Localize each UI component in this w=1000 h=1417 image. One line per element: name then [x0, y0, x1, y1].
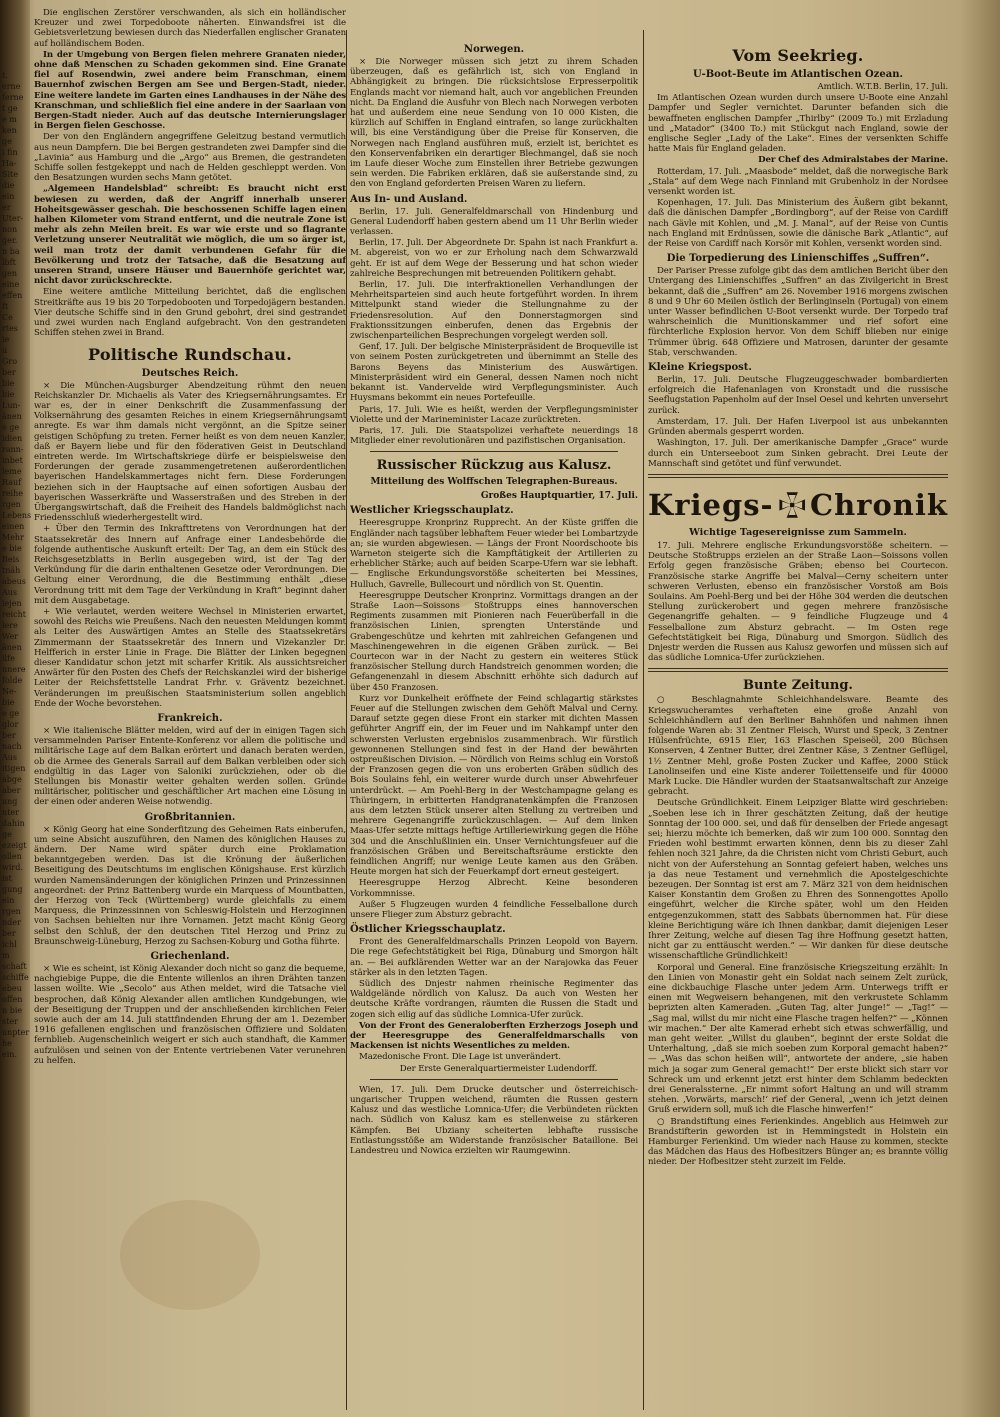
- edge-fragment: gen: [2, 269, 18, 278]
- edge-fragment: nter: [2, 808, 19, 817]
- edge-fragment: leme: [2, 467, 22, 476]
- article-paragraph: In der Umgebung von Bergen fielen mehrere Granaten nieder, ohne daß Menschen zu Schaden gekommen sind. Eine Granate fiel auf Rosendwin, zwei andere beim Franschman, einem Bauernhof zwischen Bergen am See und Bergen-Stadt, nieder. Eine weitere landete im Garten eines Landhauses in der Nähe des Kranschman, und schließlich fiel eine andere in der Saarlaan von Bergen-Stadt nieder. Auch auf das deutsche Internierungslager in Bergen fielen Geschosse.: [34, 49, 346, 132]
- edge-fragment: u: [2, 346, 8, 355]
- edge-fragment: t ge: [2, 104, 18, 113]
- article-paragraph: Die englischen Zerstörer verschwanden, als sich ein holländischer Kreuzer und zwei Torpedoboote näherten. Einwandsfrei ist die Gebietsverletzung bewiesen durch das Niederfallen englischer Granaten auf holländischem Boden.: [34, 8, 346, 49]
- article-paragraph: ○ Beschlagnahmte Schleichhandelsware. Beamte des Kriegswucheramtes verhafteten eine große Anzahl von Schleichhändlern auf den Berliner Bahnhöfen und nahmen ihnen folgende Waren ab: 31 Zentner Fleisch, Wurst und Speck, 3 Zentner Hülsenfrüchte, 6915 Eier, 163 Flaschen Speiseöl, 200 Büchsen Konserven, 4 Zentner Butter, drei Zentner Käse, 3 Zentner Geflügel, 1½ Zentner Mehl, große Posten Zucker und Kaffee, 2000 Stück Lanolinseifen und eine Kiste anderer Toilettenseife und für 40000 Mark Lucke. Die Händler wurden der Staatsanwaltschaft zur Anzeige gebracht.: [648, 695, 948, 798]
- column-3: [648, 0, 948, 1417]
- subheading-west: Westlicher Kriegsschauplatz.: [350, 505, 514, 517]
- edge-fragment: offen: [2, 995, 23, 1004]
- edge-fragment: ichl: [2, 940, 17, 949]
- article-paragraph: + Über den Termin des Inkrafttretens von Verordnungen hat der Staatssekretär des Innern auf Anfrage einer Landesbehörde die folgende authentische Auskunft erteilt: Der Tag, an dem ein Stück des Reichsgesetzblatts in Berlin ausgegeben wird, ist der Tag der Verkündung für die darin enthaltenen Gesetze oder Verordnungen. Die Geltung einer Verordnung, die die Bestimmung enthält „diese Verordnung tritt mit dem Tage der Verkündung in Kraft“ beginnt daher mit dem Ausgabetage.: [34, 524, 346, 606]
- subheading-grossbritannien: Großbritannien.: [144, 811, 236, 823]
- article-paragraph: Berlin, 17. Juli. Deutsche Flugzeuggeschwader bombardierten erfolgreich die Hafenanlagen von Kronstadt und die russische Seeflugstation Papenholm auf der Insel Oesel und kehrten unversehrt zurück.: [648, 375, 948, 416]
- edge-fragment: ber: [2, 368, 16, 377]
- edge-fragment: bie: [2, 379, 15, 388]
- article-paragraph: Südlich des Dnjestr nahmen rheinische Regimenter das Waldgelände nördlich von Kalusz. Da auch von Westen her deutsche Kräfte vordrangen, räumten die Russen die Stadt und zogen sich eilig auf das südliche Lomnica-Ufer zurück.: [350, 979, 638, 1020]
- article-paragraph: Deutsche Gründlichkeit. Einem Leipziger Blatte wird geschrieben: „Soeben lese ich in Ihrer geschätzten Zeitung, daß der heutige Sonntag der 100 000. sei, und daß für denselben der Friede angesagt sei; hierzu möchte ich bemerken, daß wir zum 100 000. Sonntag den Frieden wohl bestimmt erwarten können, denn bis zu dieser Zahl fehlen noch 321 Jahre, da die Christen nicht vom Christi Geburt, auch nicht von der Auferstehung an Sonntag gefeiert haben, welches uns ja das neue Testament und vernehmlich die Apostelgeschichte bezeugen. Der Sonntag ist erst am 7. März 321 von dem heidnischen Kaiser Konstantin dem Großen zu Ehren des Sonnengottes Apollo eingeführt, welcher die Kirche später, wohl um den Heiden entgegenzukommen, statt des Sabbats übernommen hat. Für diese kleine Berichtigung wäre ich Ihnen dankbar, damit diejenigen Leser Ihrer Zeitung, welche auf diesen Tag ihre Hoffnung gesetzt hatten, nicht gar zu enttäuscht werden.“ — Wir danken für diese deutsche wissenschaftliche Gründlichkeit!: [648, 798, 948, 962]
- edge-fragment: folde: [2, 676, 23, 685]
- edge-fragment: abge: [2, 775, 22, 784]
- subheading-deutsches-reich: Deutsches Reich.: [141, 367, 239, 379]
- article-paragraph: Im Atlantischen Ozean wurden durch unsere U-Boote eine Anzahl Dampfer und Segler vernichtet. Darunter befanden sich die bewaffneten englischen Dampfer „Thirlby“ (2009 To.) mit Erzladung und „Matador“ (3400 To.) mit Stückgut nach England, sowie der englische Segler „Lady of the Lake“. Eines der versenkten Schiffe hatte Mais für England geladen.: [648, 93, 948, 155]
- edge-fragment: Lebens: [2, 511, 32, 520]
- edge-fragment: idien: [2, 434, 23, 443]
- article-paragraph: + Wie verlautet, werden weitere Wechsel in Ministerien erwartet, sowohl des Reichs wie Preußens. Nach den neuesten Meldungen kommt als Leiter des Auswärtigen Amtes an Stelle des Staatssekretärs Zimmermann der Staatssekretär des Innern und Vizekanzler Dr. Helfferich in erster Linie in Frage. Die Blätter der Linken begegnen dieser Kandidatur schon jetzt mit scharfer Kritik. Als aussichtsreicher Anwärter für den Posten des Chefs der Reichskanzlei wird der bisherige Leiter der Reichsfettstelle Landrat Frhr. v. Gräventz bezeichnet. Veränderungen im preußischen Staatsministerium sollen angeblich Ende der Woche bevorstehen.: [34, 606, 346, 709]
- article-paragraph: Front des Generalfeldmarschalls Prinzen Leopold von Bayern. Die rege Gefechtstätigkeit bei Riga, Dünaburg und Smorgon hält an. — Bei aufklärenden Wetter war an der Narajowka das Feuer stärker als in den letzten Tagen.: [350, 937, 638, 978]
- subheading-suffren: Die Torpedierung des Linienschiffes „Suffren“.: [666, 253, 930, 265]
- edge-fragment: schaft: [2, 962, 27, 971]
- article-paragraph: Rotterdam, 17. Juli. „Maasbode“ meldet, daß die norwegische Bark „Stala“ auf dem Wege nach Finnland mit Grubenholz in der Nordsee versenkt worden ist.: [648, 166, 948, 198]
- edge-fragment: ung: [2, 797, 18, 806]
- edge-fragment: effen: [2, 291, 23, 300]
- article-paragraph: Heeresgruppe Deutscher Kronprinz. Vormittags drangen an der Straße Laon—Soissons Stoßtrupps eines hannoverschen Regiments zusammen mit Pionieren nach Feuerüberfall in die französischen Linien, sprengten Unterstände und Grabengeschütze und kehrten mit zahlreichen Gefangenen und Maschinengewehren in die eigenen Gräben zurück. — Bei Courtecon war in der Nacht zu gestern ein weiteres Stück französischer Stellung durch Handstreich genommen worden; die Gefangenenzahl in diesem Abschnitt erhöhte sich dadurch auf über 450 Franzosen.: [350, 590, 638, 693]
- double-rule: [648, 474, 948, 478]
- edge-fragment: lbft: [2, 258, 16, 267]
- article-paragraph: Korporal und General. Eine französische Kriegszeitung erzählt: In den Linien von Monastir geht ein Soldat nach seinem Zelt zurück, eine dickbauchige Flasche unter jedem Arm. Unterwegs trifft er einen mit Wegweisern behangenen, mit den verkrustete Schlamm beprizten alten Kameraden. „Guten Tag, alter Junge!“ — „Tag!“ — „Sag mal, willst du mir nicht eine Flasche tragen helfen?“ — „Können wir machen.“ Der alte Kamerad erhebt sich etwas schwerfällig, und man geht weiter. „Willst du glauben“, beginnt der erste Soldat die Unterhaltung, „daß sie mich soeben zum Korporal gemacht haben?“ — „Was das schon heißen will“, antwortete der andere, „sie haben mich ja sogar zum General gemacht!“ Der erste blickt sich starr vor Schreck um und erkennt jetzt erst hinter dem Schlamm bedeckten drei Generalssterne. „Er nimmt sofort Haltung an und will stramm stehen. ‚Vorwärts, marsch!‘ rief der General, „wenn ich jetzt deinen Gruß erwidern soll, muß ich die Flasche hinwerfen!“: [648, 962, 948, 1116]
- hq-dateline: Großes Hauptquartier, 17. Juli.: [480, 491, 638, 502]
- subheading-griechenland: Griechenland.: [150, 951, 230, 963]
- article-paragraph: × Wie italienische Blätter melden, wird auf der in einigen Tagen sich versammelnden Pariser Entente-Konferenz vor allem die politische und militärische Lage auf dem Balkan erörtert und danach beraten werden, ob die Armee des Generals Sarrail auf dem Balkan verbleiben oder sich endgültig in das Lager von Saloniki zurückziehen, oder ob die Stellungen bis Monastir weiter gehalten werden sollen. Gründe militärischer, politischer und geschäftlicher Art machen eine Lösung in der einen oder anderen Weise notwendig.: [34, 726, 346, 808]
- edge-fragment: abeus: [2, 577, 26, 586]
- edge-fragment: itigen: [2, 764, 26, 773]
- edge-fragment: ie: [2, 335, 10, 344]
- edge-fragment: e m: [2, 115, 17, 124]
- edge-fragment: n bie: [2, 1006, 23, 1015]
- edge-fragment: ber: [2, 731, 16, 740]
- edge-fragment: tnäh: [2, 566, 21, 575]
- subheading-ubot: U-Boot-Beute im Atlantischen Ozean.: [693, 69, 903, 80]
- article-paragraph: Heeresgruppe Herzog Albrecht. Keine besonderen Vorkommnisse.: [350, 878, 638, 899]
- article-paragraph: × Die München-Augsburger Abendzeitung rühmt den neuen Reichskanzler Dr. Michaelis als Vater des Kriegsernährungsamtes. Er war es, der in einer Denkschrift die Zusammenfassung der Volksernährung des gesamten Reiches in einem Kriegsernährungsamt anregte. Es war ihm damals nicht vergönnt, an die Spitze seiner geistigen Schöpfung zu treten. Ferner heißt es von dem neuen Kanzler, daß er Bayern liebe und für den föderativen Geist in Deutschland eintreten werde. Im Wirtschaftskriege dürfe er beispielsweise den Forderungen der gerade zusammengetretenen außerordentlichen bayerischen Handelskammertages nicht fern. Diese Forderungen beziehen sich in der Hauptsache auf einen sofortigen Ausbau der bayerischen Wasserkräfte und Wasserstraßen und des Streben in der Übergangswirtschaft, daß die Freiheit des Handels baldmöglichst nach Friedensschluß wiederhergestellt wird.: [34, 380, 346, 524]
- article-paragraph: Berlin, 17. Juli. Die interfraktionellen Verhandlungen der Mehrheitsparteien sind auch heute fortgeführt worden. In ihrem Mittelpunkt stand wieder die Stellungnahme zu der Friedensresolution. Auf den Donnerstagmorgen sind Fraktionssitzungen einberufen, denen das Ergebnis der zwischenparteilichen Besprechungen vorgelegt werden soll.: [350, 280, 638, 342]
- edge-fragment: Aus: [2, 753, 18, 762]
- edge-fragment: Mehr: [2, 533, 24, 542]
- article-paragraph: ○ Brandstiftung eines Ferienkindes. Angeblich aus Heimweh zur Brandstifterin geworden ist in Hemmingstedt in Holstein ein Hamburger Ferienkind. Um wieder nach Hause zu kommen, steckte das Mädchen das Haus des Hofbesitzers Bünger an; es brannte völlig nieder. Der Hofbesitzer steht zurzeit im Felde.: [648, 1116, 948, 1168]
- edge-fragment: e bie: [2, 544, 22, 553]
- edge-fragment: bie: [2, 390, 15, 399]
- edge-fragment: einen: [2, 522, 25, 531]
- edge-fragment: he: [2, 1039, 12, 1048]
- edge-fragment: ist: [2, 874, 12, 883]
- edge-fragment: Wer: [2, 632, 19, 641]
- edge-fragment: reicht: [2, 610, 26, 619]
- edge-fragment: Aus: [2, 588, 18, 597]
- article-paragraph: Wien, 17. Juli. Dem Drucke deutscher und österreichisch-ungarischer Truppen weichend, räumten die Russen gestern Kalusz und das westliche Lomnica-Ufer; die Verbündeten rückten nach. Südlich von Kalusz kam es stellenweise zu stärkeren Kämpfen. Bei Ubziany scheiterten lebhafte russische Entlastungsstöße am Widerstande französischer Bataillone. Bei Landestreu und Nowica erzielten wir Raumgewinn.: [350, 1084, 638, 1157]
- iron-cross-icon: [778, 486, 806, 524]
- edge-fragment: ein: [2, 192, 15, 201]
- edge-fragment: schiffe: [2, 973, 29, 982]
- signature-line: Der Chef des Admiralstabes der Marine.: [758, 155, 948, 166]
- edge-fragment: die: [2, 181, 15, 190]
- article-paragraph: Berlin, 17. Juli. Der Abgeordnete Dr. Spahn ist nach Frankfurt a. M. abgereist, von wo er zur Erholung nach dem Schwarzwald geht. Er ist auf dem Wege der Besserung und hat schon wieder zahlreiche Besprechungen mit betreuenden Politikern gehabt.: [350, 238, 638, 279]
- edge-fragment: nder: [2, 918, 21, 927]
- edge-fragment: ge: [2, 830, 12, 839]
- edge-fragment: aber: [2, 786, 21, 795]
- edge-fragment: t.: [2, 71, 8, 80]
- left-page-edge-fragments: [0, 0, 30, 1417]
- chronik-title-right: Chronik: [810, 487, 948, 522]
- edge-fragment: Uter-: [2, 214, 24, 223]
- edge-fragment: rgen: [2, 500, 21, 509]
- edge-fragment: eine: [2, 280, 20, 289]
- article-paragraph: Außer 5 Flugzeugen wurden 4 feindliche Fesselballone durch unsere Flieger zum Absturz gebracht.: [350, 899, 638, 921]
- edge-fragment: iejen: [2, 599, 22, 608]
- section-heading-seekrieg: Vom Seekrieg.: [732, 46, 864, 65]
- separator: [370, 1079, 618, 1080]
- kalusz-subtitle: Mitteilung des Wolffschen Telegraphen-Bureaus.: [370, 477, 618, 488]
- subheading-ausland: Aus In- und Ausland.: [350, 193, 468, 205]
- edge-fragment: glor: [2, 720, 19, 729]
- subheading-kleine-kriegspost: Kleine Kriegspost.: [648, 362, 752, 374]
- edge-fragment: änen: [2, 643, 22, 652]
- column-rule-1: [346, 30, 347, 1410]
- edge-fragment: rtes: [2, 324, 18, 333]
- article-paragraph: Kopenhagen, 17. Juli. Das Ministerium des Äußern gibt bekannt, daß die dänischen Dampfer „Bordingborg“, auf der Reise von Cardiff nach Gävle mit Kohlen, und „M. J. Manal“, auf der Reise von Cuntis nach England mit Erdnüssen, sowie die dänische Bark „Atlantic“, auf der Reise von Cardiff nach Korsör mit Kohlen, versenkt worden sind.: [648, 198, 948, 250]
- edge-fragment: e ge: [2, 423, 20, 432]
- chronik-title-left: Kriegs-: [648, 487, 774, 522]
- dateline: Amtlich. W.T.B. Berlin, 17. Juli.: [817, 82, 948, 92]
- article-paragraph: Von der Front des Generaloberften Erzherzogs Joseph und der Heeresgruppe des Generalfeldmarschalls von Mackensen ist nichts Wesentliches zu melden.: [350, 1020, 638, 1052]
- edge-fragment: ster: [2, 1017, 18, 1026]
- edge-fragment: ezeigt: [2, 841, 27, 850]
- edge-fragment: non: [2, 225, 18, 234]
- subheading-frankreich: Frankreich.: [157, 713, 223, 724]
- column-rule-2: [643, 30, 644, 1410]
- edge-fragment: ft: [2, 302, 9, 311]
- edge-fragment: Site: [2, 170, 18, 179]
- edge-fragment: lere: [2, 621, 18, 630]
- article-paragraph: × Wie es scheint, ist König Alexander doch nicht so ganz die bequeme, nachgiebige Puppe, die die Entente willenlos an ihren Drähten tanzen lassen wollte. Wie „Secolo“ aus Athen meldet, wird die Tatsache viel besprochen, daß König Alexander allen amtlichen Kundgebungen, wie der Beseitigung der Truppen und der anschließenden kirchlichen Feier sowie auch der am 14. Juli stattfindenden Ehrung der am 1. Dezember 1916 gefallenen englischen und französischen Offiziere und Soldaten fernblieb. Augenscheinlich weigert er sich auch standhaft, die Kammer aufzulösen und seinen von der Entente vertriebenen Vater verunehren zu helfen.: [34, 964, 346, 1066]
- article-paragraph: Der von den Engländern angegriffene Geleitzug bestand vermutlich aus neun Dampfern. Die bei Bergen gestrandeten zwei Dampfer sind die „Lavinia“ aus Hamburg und die „Argo“ aus Bremen, die gestrandeten Schiffe sollen festgekeppt und nach de Helden geschleppt werden. Von den Besatzungen wurden sechs Mann getötet.: [34, 132, 346, 184]
- edge-fragment: ferne: [2, 93, 24, 102]
- edge-fragment: Ne-: [2, 687, 17, 696]
- article-paragraph: Berlin, 17. Juli. Generalfeldmarschall von Hindenburg und General Ludendorff haben gestern abend um 11 Uhr Berlin wieder verlassen.: [350, 206, 638, 238]
- article-paragraph: Mazedonische Front. Die Lage ist unverändert.: [359, 1052, 561, 1063]
- subheading-ost: Östlicher Kriegsschauplatz.: [350, 924, 506, 936]
- edge-fragment: ber: [2, 929, 16, 938]
- article-paragraph: Amsterdam, 17. Juli. Der Hafen Liverpool ist aus unbekannten Gründen abermals gesperrt worden.: [648, 416, 948, 438]
- article-paragraph: Der Pariser Presse zufolge gibt das dem amtlichen Bericht über den Untergang des Linienschiffes „Suffren“ an das Zivilgericht in Brest bekannt, daß die „Suffren“ am 26. November 1916 morgens zwischen 8 und 9 Uhr 60 Meilen östlich der Berlinginseln (Portugal) von einem unter Wasser befindlichen U-Boot versenkt wurde. Der Torpedo traf wahrscheinlich die Munitionskammer und rief sofort eine fürchterliche Explosion hervor. Von dem Schiff blieben nur einige Trümmer übrig. 648 Offiziere und Matrosen, darunter der gesamte Stab, verschwanden.: [648, 266, 948, 358]
- edge-fragment: änen: [2, 412, 22, 421]
- edge-fragment: Ha-: [2, 159, 17, 168]
- kriegs-chronik-masthead: [648, 483, 948, 527]
- edge-fragment: n ba: [2, 247, 20, 256]
- edge-fragment: e ge: [2, 709, 20, 718]
- section-heading-kalusz: Russischer Rückzug aus Kalusz.: [376, 458, 612, 474]
- chronik-subtitle: Wichtige Tagesereignisse zum Sammeln.: [689, 526, 907, 538]
- edge-fragment: inbet: [2, 456, 23, 465]
- article-paragraph: Heeresgruppe Kronprinz Rupprecht. An der Küste griffen die Engländer nach tagsüber lebhaftem Feuer wieder bei Lombartzyde an; sie wurden abgewiesen. — Längs der Front Noordschoote bis Warneton steigerte sich die Kampftätigkeit der Artillerien zu erheblicher Stärke; auch auf beiden Scarpe-Ufern war sie lebhaft. — Englische Erkundungsvorstöße scheiterten bei Messines, Hulluch, Gavrelle, Bullecourt und nördlich von St. Quentin.: [350, 518, 638, 590]
- article-paragraph: × König Georg hat eine Sonderfitzung des Geheimen Rats einberufen, um seine Absicht auszuführen, den Namen des königlichen Hauses zu ändern. Der Name wird später durch eine Proklamation bekanntgegeben werden. Das ist die Krönung der äußerlichen Beseitigung des Deutschtums im englischen Königshause. Erst kürzlich wurden Namensänderungen der königlichen Prinzen und Prinzessinnen angeordnet: der Prinz Battenberg wurde ein Marquess of Mountbatten, der Herzog von Teck (Württemberg) wurde gleichfalls zu einem Marquess, die Prinzessinnen von Schleswig-Holstein und Herzoginnen von Sachsen behielten nur ihre Vornamen. Jetzt macht König Georg selbst den Schluß, der den deutschen Titel Herzog und Prinz zu Braunschweig-Lüneburg, Herzog zu Sachsen-Koburg und Gotha führte.: [34, 824, 346, 947]
- edge-fragment: i fin: [2, 148, 18, 157]
- article-paragraph: Paris, 17. Juli. Die Staatspolizei verhaftete neuerdings 18 Mitglieder einer revolutionären und pazifistischen Organisation.: [350, 425, 638, 447]
- edge-fragment: er: [2, 203, 11, 212]
- edge-fragment: gung: [2, 885, 23, 894]
- article-paragraph: 17. Juli. Mehrere englische Erkundungsvorstöße scheitern. — Deutsche Stoßtrupps erzielen an der Straße Laon—Soissons vollen Erfolg gegen französische Gräben; ebenso bei Courtecon. Französische starke Angriffe bei Malval—Cerny scheitern unter schweren Verlusten, ebenso ein französischer Vorstoß am Bois Soulains. Am Poehl-Berg und bei der Höhe 304 werden die deutschen Stellung zurückerobert und gegen mehrere französische Gegenangriffe gehalten. — 9 feindliche Flugzeuge und 4 Fesselballone zum Absturz gebracht. — Im Osten rege Gefechtstätigkeit bei Riga, Dünaburg und Smorgon. Südlich des Dnjestr werden die Russen aus Kalusz geworfen und müssen sich auf das südliche Lomnica-Ufer zurückziehen.: [648, 540, 948, 664]
- edge-fragment: bie: [2, 698, 15, 707]
- column-2: [350, 0, 638, 1417]
- edge-fragment: ein: [2, 896, 15, 905]
- edge-fragment: nnere: [2, 665, 26, 674]
- article-paragraph: Genf, 17. Juli. Der belgische Ministerpräsident de Broqueville ist von seinem Posten zurückgetreten und übernimmt an Stelle des Barons Beyens das Ministerium des Auswärtigen. Ministerpräsident wird ein General, dessen Namen noch nicht bekannt ist. Vandervelde wird Verpflegungsminister. Auch Huysmans bekommt ein neues Portefeuille.: [350, 342, 638, 404]
- edge-fragment: ger.: [2, 236, 18, 245]
- edge-fragment: wird.: [2, 863, 23, 872]
- article-paragraph: „Algemeen Handelsblad“ schreibt: Es braucht nicht erst bewiesen zu werden, daß der Angriff innerhalb unserer Hoheitsgewässer geschah. Die beschossenen Schiffe lagen einen halben Kilometer vom Strand entfernt, und die neutrale Zone ist mehr als zehn Meilen breit. Es war wie erste und so flagrante Verletzung unserer Neutralität wie möglich, die um so ärger ist, weil man trotz der damit verbundenen Gefahr für die Bevölkerung und trotz der Tatsache, daß die Besatzung auf unseren Strand, unsere Häuser und Bauernhöfe gerichtet war, nicht davor zurückschreckte.: [34, 184, 346, 287]
- edge-fragment: ge: [2, 137, 12, 146]
- section-heading-rundschau: Politische Rundschau.: [88, 344, 292, 364]
- edge-fragment: Beis: [2, 555, 20, 564]
- article-paragraph: Paris, 17. Juli. Wie es heißt, werden der Verpflegungsminister Violette und der Marineminister Lacaze zurücktreten.: [350, 404, 638, 425]
- edge-fragment: ollen: [2, 852, 22, 861]
- edge-fragment: ein.: [2, 1050, 17, 1059]
- edge-fragment: nach: [2, 742, 22, 751]
- article-paragraph: Kurz vor Dunkelheit eröffnete der Feind schlagartig stärkstes Feuer auf die Stellungen zwischen dem Gehöft Malval und Cerny. Darauf setzte gegen diese Front ein starker mit dichten Massen geführter Angriff ein, der im Feuer und im Nahkampf unter den schwersten Verlusten ergebnislos zusammenbrach. Wir fürstlich gewonnenen Stellungen sind fest in der Hand der bewährten ostpreußischen Division. — Nördlich von Reims schlug ein Vorstoß der Franzosen gegen die von uns eroberten Gräben südlich des Bois Soulains fehl, ein weiterer wurde durch unser Abwehrfeuer unterdrückt. — Am Poehl-Berg in der Westchampagne gelang es Thüringern, in erbitterten Handgranatenkämpfen die Franzosen aus dem letzten Stück unserer alten Stellung zu vertreiben und mehrere Gegenangriffe zurückzuschlagen. — Auf dem linken Maas-Ufer setzte mittags heftige Artilleriewirkung gegen die Höhe 304 und die Anschlußlinien ein. Unser Vernichtungsfeuer auf die französischen Gräben und Bereitschaftsräume erstickte den feindlichen Angriff; nur wenige Leute kamen aus den Gräben. Heute morgen hat sich der Feuerkampf dort erneut gesteigert.: [350, 693, 638, 878]
- article-paragraph: Washington, 17. Juli. Der amerikanische Dampfer „Grace“ wurde durch ein Unterseeboot zum Sinken gebracht. Drei Leute der Mannschaft sind getötet und fünf verwundet.: [648, 438, 948, 469]
- edge-fragment: reihe: [2, 489, 24, 498]
- edge-fragment: unpter: [2, 1028, 30, 1037]
- edge-fragment: rann-: [2, 445, 24, 454]
- edge-fragment: rgen: [2, 907, 21, 916]
- separator: [370, 451, 618, 452]
- edge-fragment: erne: [2, 82, 21, 91]
- signature-line: Der Erste Generalquartiermeister Ludendorff.: [399, 1063, 598, 1074]
- article-paragraph: Eine weitere amtliche Mitteilung berichtet, daß die englischen Streitkräfte aus 19 bis 20 Torpedobooten und Torpedojägern bestanden. Vier deutsche Schiffe sind in den Grund gebohrt, drei sind gestrandet und zwei wurden nach England aufgebracht. Von den gestrandeten Schiffen stehen zwei in Brand.: [34, 287, 346, 339]
- edge-fragment: Gro: [2, 357, 18, 366]
- column-1: [34, 0, 346, 1417]
- edge-fragment: m: [2, 951, 10, 960]
- edge-fragment: Ce: [2, 313, 13, 322]
- edge-fragment: ilfe: [2, 654, 15, 663]
- edge-fragment: Lun-: [2, 401, 21, 410]
- edge-fragment: Rauf: [2, 478, 22, 487]
- edge-fragment: ken: [2, 126, 17, 135]
- edge-fragment: dahin: [2, 819, 25, 828]
- subheading-norwegen: Norwegen.: [463, 44, 525, 55]
- article-paragraph: × Die Norweger müssen sich jetzt zu ihrem Schaden überzeugen, daß es gefährlich ist, sich von England in Abhängigkeit zu bringen. Die rücksichtslose Erpresserpolitik Englands macht vor niemand halt, auch vor angeblichen Freunden nicht. Da England die Ausfuhr von Blech nach Norwegen verboten hat und außerdem eine neue Sendung von 10 000 Kisten, die kürzlich auf Schiffen in England eintrafen, so lange zurückhalten will, bis eine Verständigung über die Preise für Konserven, die Norwegen nach England ausführen muß, erzielt ist, berichtet es den Konservenfabriken ein derartiger Blechmangel, daß sie noch im Laufe dieser Woche zum Einstellen ihrer Betriebe gezwungen sein werden. Die Fabriken erklären, daß sie außerstande sind, zu den von England geforderten Preisen Waren zu liefern.: [350, 57, 638, 190]
- double-rule: [648, 668, 948, 672]
- edge-fragment: ebeu: [2, 984, 22, 993]
- section-heading-bunte-zeitung: Bunte Zeitung.: [743, 678, 853, 694]
